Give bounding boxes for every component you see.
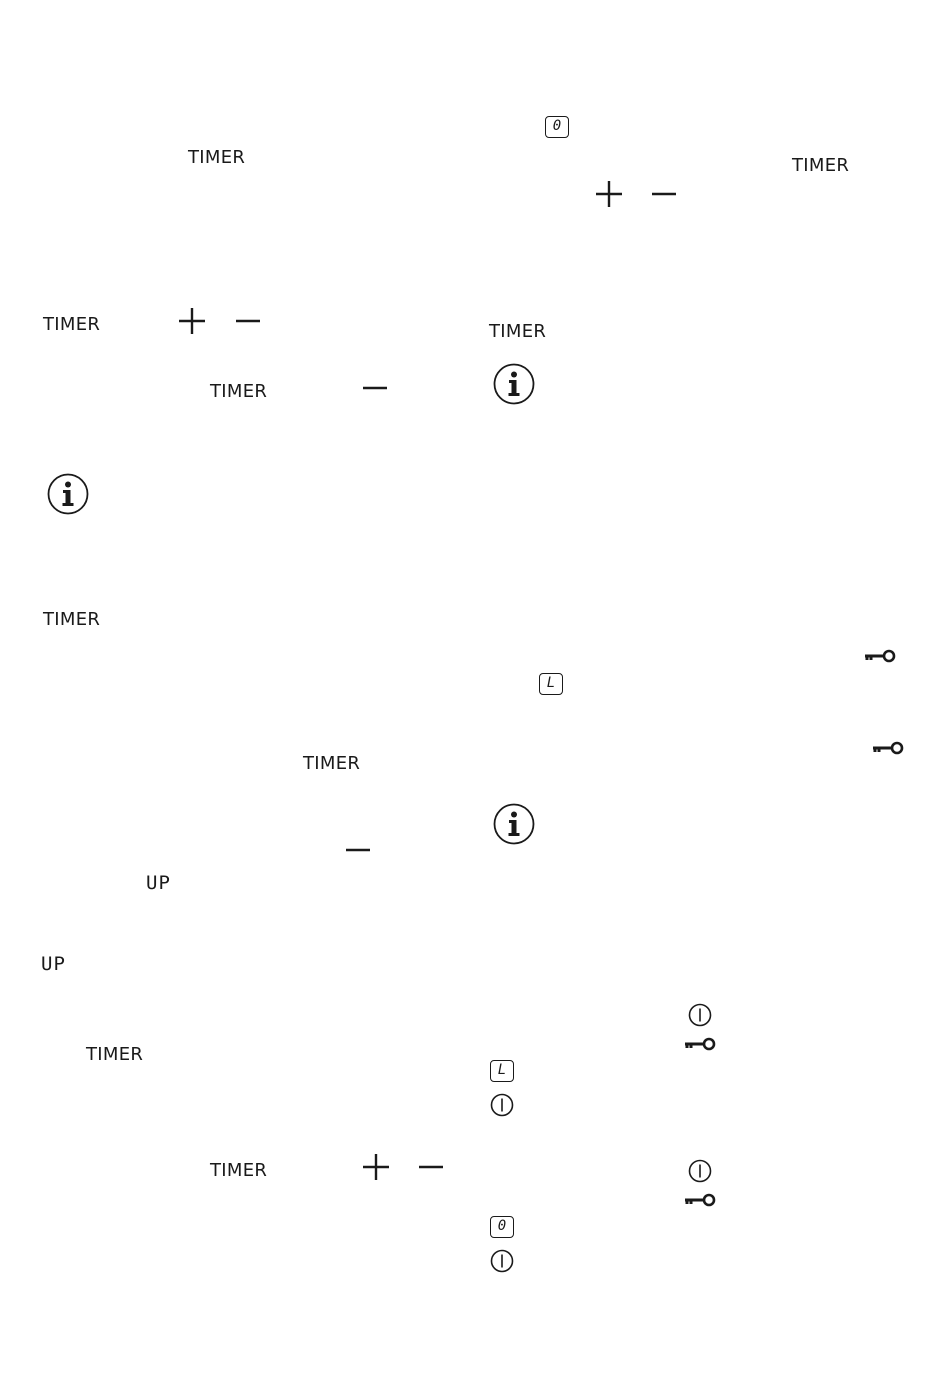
key-icon (864, 648, 896, 664)
minus-icon (345, 836, 371, 864)
power-icon (490, 1249, 514, 1273)
plus-icon (362, 1153, 390, 1181)
power-icon (490, 1093, 514, 1117)
timer-label: TIMER (489, 321, 547, 342)
info-icon (493, 803, 535, 845)
timer-label: TIMER (43, 314, 101, 335)
minus-icon (651, 180, 677, 208)
power-icon (688, 1003, 712, 1027)
timer-label: TIMER (792, 155, 850, 176)
info-icon (493, 363, 535, 405)
zero-display: 0 (490, 1216, 514, 1238)
lock-display: L (539, 673, 563, 695)
minus-icon (235, 307, 261, 335)
timer-label: TIMER (210, 381, 268, 402)
key-icon (684, 1192, 716, 1208)
key-icon (872, 740, 904, 756)
timer-label: TIMER (43, 609, 101, 630)
lock-display: L (490, 1060, 514, 1082)
timer-label: TIMER (210, 1160, 268, 1181)
minus-icon (418, 1153, 444, 1181)
plus-icon (178, 307, 206, 335)
timer-label: TIMER (303, 753, 361, 774)
timer-label: TIMER (188, 147, 246, 168)
up-display: UP (146, 872, 171, 894)
power-icon (688, 1159, 712, 1183)
up-display: UP (41, 953, 66, 975)
info-icon (47, 473, 89, 515)
minus-icon (362, 374, 388, 402)
zero-display: 0 (545, 116, 569, 138)
timer-label: TIMER (86, 1044, 144, 1065)
key-icon (684, 1036, 716, 1052)
plus-icon (595, 180, 623, 208)
